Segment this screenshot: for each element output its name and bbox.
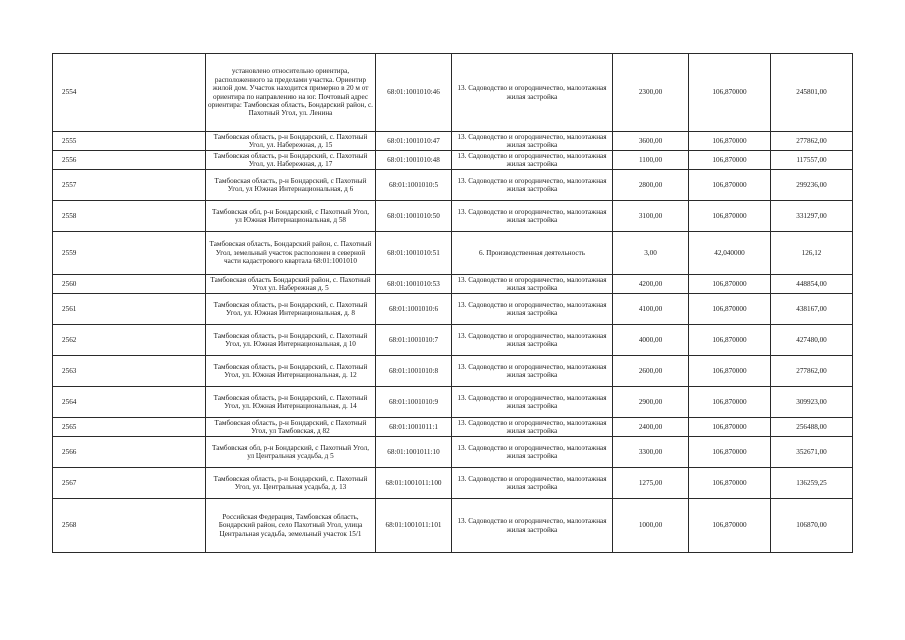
cadastral-number: 68:01:1001011:1 [376,418,452,437]
cadastral-number: 68:01:1001011:10 [376,437,452,468]
row-number: 2556 [53,151,206,170]
cadastral-number: 68:01:1001010:8 [376,356,452,387]
row-number: 2562 [53,325,206,356]
location-address: Российская Федерация, Тамбовская область, Бондарский район, село Пахотный Угол, улица Центральная усадьба, земельный участок 15/1 [206,499,376,553]
cadastral-value: 299236,00 [771,170,853,201]
row-number: 2567 [53,468,206,499]
permitted-use: 13. Садоводство и огородничество, малоэтажная жилая застройка [452,418,613,437]
specific-value: 106,870000 [689,418,771,437]
table-row [53,499,853,553]
table-row [53,54,853,132]
cadastral-number: 68:01:1001010:46 [376,54,452,132]
permitted-use: 13. Садоводство и огородничество, малоэтажная жилая застройка [452,54,613,132]
permitted-use: 13. Садоводство и огородничество, малоэтажная жилая застройка [452,356,613,387]
permitted-use: 13. Садоводство и огородничество, малоэтажная жилая застройка [452,132,613,151]
cadastral-number: 68:01:1001010:7 [376,325,452,356]
row-number: 2565 [53,418,206,437]
table-row [53,387,853,418]
cadastral-value: 277862,00 [771,132,853,151]
location-address: Тамбовская область Бондарский район, с. Пахотный Угол ул. Набережная д. 5 [206,275,376,294]
location-address: Тамбовская область, Бондарский район, с. Пахотный Угол, земельный участок расположен в северной части кадастрового квартала 68:01:1001010 [206,232,376,275]
row-number: 2558 [53,201,206,232]
specific-value: 106,870000 [689,275,771,294]
location-address: Тамбовская область, р-н Бондарский, с. Пахотный Угол, ул. Набережная, д. 17 [206,151,376,170]
row-number: 2557 [53,170,206,201]
location-address: Тамбовская область, р-н Бондарский, с. Пахотный Угол, ул. Южная Интернациональная, д. 8 [206,294,376,325]
specific-value: 106,870000 [689,325,771,356]
row-number: 2561 [53,294,206,325]
land-area: 1100,00 [613,151,689,170]
cadastral-number: 68:01:1001010:9 [376,387,452,418]
specific-value: 106,870000 [689,201,771,232]
table-row [53,294,853,325]
location-address: Тамбовская область, р-н Бондарский, с. Пахотный Угол, ул. Южная Интернациональная, д 10 [206,325,376,356]
row-number: 2564 [53,387,206,418]
table-row [53,201,853,232]
row-number: 2559 [53,232,206,275]
table-row [53,232,853,275]
table-row [53,468,853,499]
cadastral-value: 427480,00 [771,325,853,356]
row-number: 2554 [53,54,206,132]
permitted-use: 13. Садоводство и огородничество, малоэтажная жилая застройка [452,294,613,325]
table-row [53,151,853,170]
land-area: 4000,00 [613,325,689,356]
specific-value: 106,870000 [689,151,771,170]
permitted-use: 13. Садоводство и огородничество, малоэтажная жилая застройка [452,170,613,201]
permitted-use: 13. Садоводство и огородничество, малоэтажная жилая застройка [452,499,613,553]
permitted-use: 6. Производственная деятельность [452,232,613,275]
permitted-use: 13. Садоводство и огородничество, малоэтажная жилая застройка [452,387,613,418]
specific-value: 106,870000 [689,387,771,418]
cadastral-number: 68:01:1001011:100 [376,468,452,499]
specific-value: 106,870000 [689,54,771,132]
location-address: Тамбовская обл, р-н Бондарский, с Пахотный Угол, ул Центральная усадьба, д 5 [206,437,376,468]
land-area: 1275,00 [613,468,689,499]
cadastral-number: 68:01:1001010:48 [376,151,452,170]
location-address: Тамбовская область, р-н Бондарский, с. Пахотный Угол, ул. Центральная усадьба, д. 13 [206,468,376,499]
specific-value: 106,870000 [689,468,771,499]
permitted-use: 13. Садоводство и огородничество, малоэтажная жилая застройка [452,151,613,170]
row-number: 2555 [53,132,206,151]
cadastral-number: 68:01:1001010:5 [376,170,452,201]
location-address: Тамбовская обл, р-н Бондарский, с Пахотный Угол, ул Южная Интернациональная, д 58 [206,201,376,232]
specific-value: 106,870000 [689,437,771,468]
land-area: 3600,00 [613,132,689,151]
cadastral-value: 448854,00 [771,275,853,294]
land-area: 2800,00 [613,170,689,201]
location-address: Тамбовская область, р-н Бондарский, с Пахотный Угол, ул Южная Интернациональная, д 6 [206,170,376,201]
cadastral-number: 68:01:1001010:6 [376,294,452,325]
location-address: Тамбовская область, р-н Бондарский, с. Пахотный Угол, ул. Южная Интернациональная, д. 14 [206,387,376,418]
land-area: 3100,00 [613,201,689,232]
row-number: 2568 [53,499,206,553]
land-area: 3,00 [613,232,689,275]
cadastral-value: 136259,25 [771,468,853,499]
cadastral-number: 68:01:1001010:53 [376,275,452,294]
permitted-use: 13. Садоводство и огородничество, малоэтажная жилая застройка [452,437,613,468]
cadastral-value: 331297,00 [771,201,853,232]
permitted-use: 13. Садоводство и огородничество, малоэтажная жилая застройка [452,325,613,356]
cadastral-number: 68:01:1001010:50 [376,201,452,232]
row-number: 2560 [53,275,206,294]
land-area: 2300,00 [613,54,689,132]
specific-value: 42,040000 [689,232,771,275]
location-address: Тамбовская область, р-н Бондарский, с. Пахотный Угол, ул. Южная Интернациональная, д. 12 [206,356,376,387]
cadastral-value: 245801,00 [771,54,853,132]
specific-value: 106,870000 [689,294,771,325]
cadastral-value: 438167,00 [771,294,853,325]
specific-value: 106,870000 [689,170,771,201]
table-row [53,132,853,151]
cadastral-value: 106870,00 [771,499,853,553]
cadastral-value: 126,12 [771,232,853,275]
land-area: 2900,00 [613,387,689,418]
table-row [53,275,853,294]
cadastral-number: 68:01:1001010:51 [376,232,452,275]
cadastral-number: 68:01:1001010:47 [376,132,452,151]
permitted-use: 13. Садоводство и огородничество, малоэтажная жилая застройка [452,468,613,499]
cadastral-value: 256488,00 [771,418,853,437]
row-number: 2563 [53,356,206,387]
location-address: установлено относительно ориентира, расположенного за пределами участка. Ориентир жилой дом. Участок находится примерно в 20 м от ориентира по направлению на юг. Почтовый адрес ориентира: Тамбовская область, Бондарский район, с. Пахотный Угол, ул. Ленина [206,54,376,132]
cadastral-value: 352671,00 [771,437,853,468]
permitted-use: 13. Садоводство и огородничество, малоэтажная жилая застройка [452,201,613,232]
table-row [53,418,853,437]
cadastral-value: 117557,00 [771,151,853,170]
cadastral-value-table [52,53,853,553]
specific-value: 106,870000 [689,356,771,387]
cadastral-value: 309923,00 [771,387,853,418]
land-area: 2400,00 [613,418,689,437]
land-area: 4200,00 [613,275,689,294]
permitted-use: 13. Садоводство и огородничество, малоэтажная жилая застройка [452,275,613,294]
cadastral-number: 68:01:1001011:101 [376,499,452,553]
row-number: 2566 [53,437,206,468]
land-area: 1000,00 [613,499,689,553]
land-area: 2600,00 [613,356,689,387]
table-row [53,356,853,387]
table-row [53,170,853,201]
land-area: 4100,00 [613,294,689,325]
table-row [53,325,853,356]
cadastral-value: 277862,00 [771,356,853,387]
table-row [53,437,853,468]
specific-value: 106,870000 [689,499,771,553]
land-area: 3300,00 [613,437,689,468]
location-address: Тамбовская область, р-н Бондарский, с Пахотный Угол, ул Тамбовская, д 82 [206,418,376,437]
specific-value: 106,870000 [689,132,771,151]
location-address: Тамбовская область, р-н Бондарский, с. Пахотный Угол, ул. Набережная, д. 15 [206,132,376,151]
